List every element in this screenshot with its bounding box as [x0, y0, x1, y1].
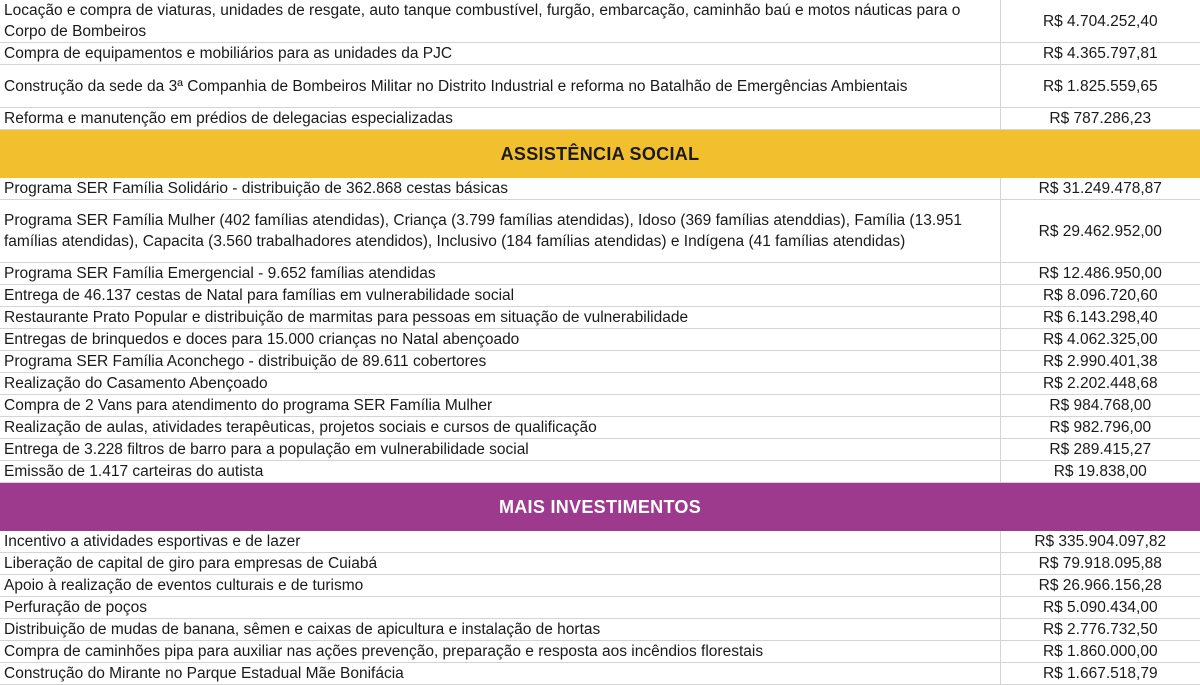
table-row: [0, 373, 1200, 395]
row-description: Programa SER Família Solidário - distribuição de 362.868 cestas básicas: [0, 178, 1000, 200]
section-title: ASSISTÊNCIA SOCIAL: [0, 130, 1200, 179]
row-value: R$ 4.704.252,40: [1000, 0, 1200, 43]
row-value: R$ 1.667.518,79: [1000, 663, 1200, 685]
table-row: [0, 395, 1200, 417]
section-title: MAIS INVESTIMENTOS: [0, 483, 1200, 532]
table-row: [0, 597, 1200, 619]
row-value: R$ 2.990.401,38: [1000, 351, 1200, 373]
row-description: Restaurante Prato Popular e distribuição de marmitas para pessoas em situação de vulnerabilidade: [0, 307, 1000, 329]
table-row: [0, 0, 1200, 43]
row-value: R$ 26.966.156,28: [1000, 575, 1200, 597]
row-value: R$ 335.904.097,82: [1000, 531, 1200, 553]
row-value: R$ 2.202.448,68: [1000, 373, 1200, 395]
row-description: Realização de aulas, atividades terapêuticas, projetos sociais e cursos de qualificação: [0, 417, 1000, 439]
table-row: [0, 531, 1200, 553]
table-row: [0, 641, 1200, 663]
row-description: Compra de equipamentos e mobiliários para as unidades da PJC: [0, 43, 1000, 65]
section-header-assistencia-social: [0, 130, 1200, 179]
row-description: Distribuição de mudas de banana, sêmen e caixas de apicultura e instalação de hortas: [0, 619, 1000, 641]
row-value: R$ 982.796,00: [1000, 417, 1200, 439]
row-description: Entregas de brinquedos e doces para 15.000 crianças no Natal abençoado: [0, 329, 1000, 351]
row-value: R$ 4.062.325,00: [1000, 329, 1200, 351]
row-description: Locação e compra de viaturas, unidades de resgate, auto tanque combustível, furgão, embarcação, caminhão baú e motos náuticas para o Corpo de Bombeiros: [0, 0, 1000, 43]
row-value: R$ 31.249.478,87: [1000, 178, 1200, 200]
table-row: [0, 417, 1200, 439]
row-value: R$ 8.096.720,60: [1000, 285, 1200, 307]
row-description: Entrega de 3.228 filtros de barro para a população em vulnerabilidade social: [0, 439, 1000, 461]
row-description: Apoio à realização de eventos culturais e de turismo: [0, 575, 1000, 597]
row-value: R$ 5.090.434,00: [1000, 597, 1200, 619]
table-row: [0, 200, 1200, 263]
table-row: [0, 329, 1200, 351]
row-description: Incentivo a atividades esportivas e de lazer: [0, 531, 1000, 553]
row-description: Realização do Casamento Abençoado: [0, 373, 1000, 395]
table-row: [0, 461, 1200, 483]
row-value: R$ 289.415,27: [1000, 439, 1200, 461]
row-description: Programa SER Família Emergencial - 9.652 famílias atendidas: [0, 263, 1000, 285]
row-value: R$ 12.486.950,00: [1000, 263, 1200, 285]
row-description: Perfuração de poços: [0, 597, 1000, 619]
row-description: Construção do Mirante no Parque Estadual Mãe Bonifácia: [0, 663, 1000, 685]
table-row: [0, 178, 1200, 200]
row-description: Construção da sede da 3ª Companhia de Bombeiros Militar no Distrito Industrial e reforma no Batalhão de Emergências Ambientais: [0, 65, 1000, 108]
row-value: R$ 29.462.952,00: [1000, 200, 1200, 263]
row-value: R$ 1.825.559,65: [1000, 65, 1200, 108]
table-row: [0, 575, 1200, 597]
row-value: R$ 787.286,23: [1000, 108, 1200, 130]
row-value: R$ 19.838,00: [1000, 461, 1200, 483]
row-value: R$ 2.776.732,50: [1000, 619, 1200, 641]
row-value: R$ 984.768,00: [1000, 395, 1200, 417]
row-value: R$ 6.143.298,40: [1000, 307, 1200, 329]
row-description: Compra de caminhões pipa para auxiliar nas ações prevenção, preparação e resposta aos incêndios florestais: [0, 641, 1000, 663]
row-description: Liberação de capital de giro para empresas de Cuiabá: [0, 553, 1000, 575]
table-row: [0, 439, 1200, 461]
table-row: [0, 351, 1200, 373]
section-header-mais-investimentos: [0, 483, 1200, 532]
table-row: [0, 307, 1200, 329]
table-row: [0, 263, 1200, 285]
row-description: Programa SER Família Mulher (402 famílias atendidas), Criança (3.799 famílias atendidas), Idoso (369 famílias atenddias), Família (13.951 famílias atendidas), Capacita (3.560 trabalhadores atendidos), Inclusivo (184 famílias atendidas) e Indígena (41 famílias atendidas): [0, 200, 1000, 263]
table-row: [0, 43, 1200, 65]
table-row: [0, 108, 1200, 130]
table-row: [0, 663, 1200, 685]
row-description: Emissão de 1.417 carteiras do autista: [0, 461, 1000, 483]
row-value: R$ 4.365.797,81: [1000, 43, 1200, 65]
table-row: [0, 553, 1200, 575]
row-description: Entrega de 46.137 cestas de Natal para famílias em vulnerabilidade social: [0, 285, 1000, 307]
row-value: R$ 1.860.000,00: [1000, 641, 1200, 663]
table-row: [0, 65, 1200, 108]
row-description: Programa SER Família Aconchego - distribuição de 89.611 cobertores: [0, 351, 1000, 373]
row-description: Compra de 2 Vans para atendimento do programa SER Família Mulher: [0, 395, 1000, 417]
table-row: [0, 285, 1200, 307]
row-value: R$ 79.918.095,88: [1000, 553, 1200, 575]
table-row: [0, 619, 1200, 641]
row-description: Reforma e manutenção em prédios de delegacias especializadas: [0, 108, 1000, 130]
